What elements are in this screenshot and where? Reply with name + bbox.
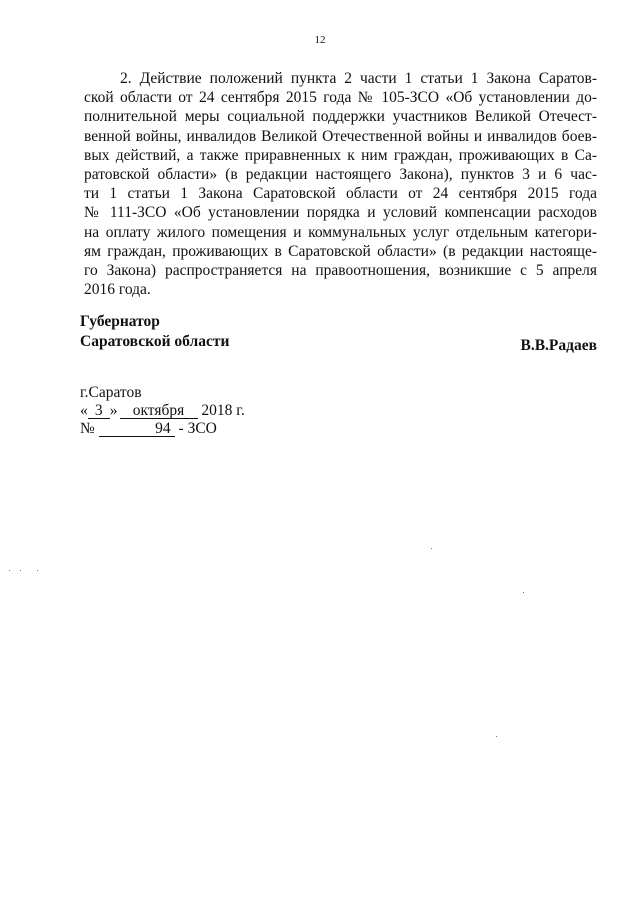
- paragraph-line: ти 1 статьи 1 Закона Саратовской области от 24 сентября 2015 года: [84, 185, 597, 203]
- paragraph-line: венной войны, инвалидов Великой Отечественной войны и инвалидов боев-: [84, 127, 597, 145]
- paragraph-line: го Закона) распространяется на правоотношения, возникшие с 5 апреля: [84, 261, 597, 279]
- city: г.Саратов: [80, 384, 142, 401]
- date-quote-open: «: [80, 402, 88, 419]
- enactment-footer: [80, 384, 245, 438]
- paragraph-line: полнительной меры социальной поддержки участников Великой Отечест-: [84, 108, 597, 126]
- paragraph-line: 2. Действие положений пункта 2 части 1 статьи 1 Закона Саратов-: [120, 70, 597, 87]
- enactment-date: [80, 402, 245, 420]
- scan-speck: [20, 570, 21, 571]
- number-sign: №: [80, 420, 95, 437]
- paragraph-line: № 111-ЗСО «Об установлении порядка и условий компенсации расходов: [84, 204, 597, 222]
- signatory-title: [80, 312, 229, 352]
- paragraph-line: на оплату жилого помещения и коммунальных услуг отдельным категори-: [84, 223, 597, 241]
- scan-speck: [9, 570, 10, 571]
- scan-speck: [523, 592, 524, 593]
- date-day: 3: [88, 404, 110, 419]
- date-month: октября: [120, 404, 198, 419]
- signatory-title-line: Саратовской области: [80, 333, 230, 350]
- paragraph-line: 2016 года.: [84, 281, 151, 299]
- paragraph-line: ратовской области» (в редакции настоящего Закона), пунктов 3 и 6 час-: [84, 165, 597, 183]
- signatory-title-line: Губернатор: [80, 313, 160, 330]
- date-quote-close: »: [109, 402, 118, 419]
- paragraph-line: ской области от 24 сентября 2015 года № 105-ЗСО «Об установлении до-: [84, 89, 597, 107]
- law-number: [80, 420, 245, 438]
- signatory-name: В.В.Радаев: [520, 337, 597, 354]
- law-number-value: 94: [99, 422, 175, 437]
- law-number-suffix: - ЗСО: [178, 420, 217, 437]
- page-number: 12: [314, 34, 326, 46]
- scan-speck: [496, 736, 497, 737]
- paragraph-line: ям граждан, проживающих в Саратовской области» (в редакции настояще-: [84, 242, 597, 260]
- scan-speck: [37, 570, 38, 571]
- paragraph-line: вых действий, а также приравненных к ним граждан, проживающих в Са-: [84, 146, 597, 164]
- date-year: 2018 г.: [201, 402, 245, 419]
- law-paragraph: [84, 69, 597, 299]
- scan-speck: [431, 548, 432, 549]
